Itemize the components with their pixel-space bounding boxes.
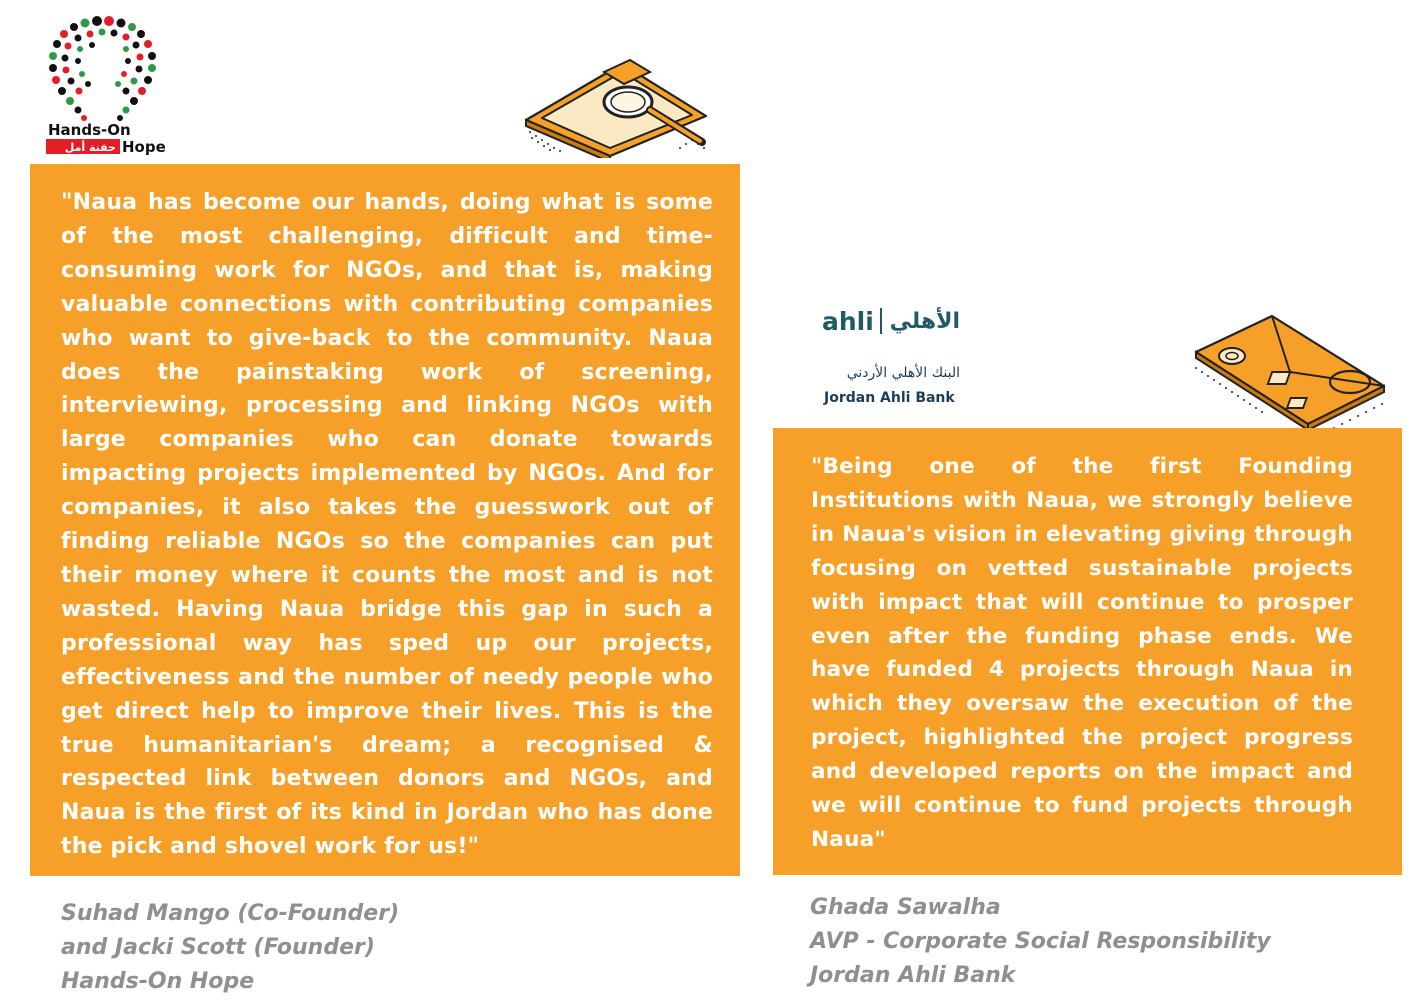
clipboard-magnifier-icon — [520, 58, 715, 158]
testimonial-card-hands-on-hope — [30, 164, 740, 876]
attribution-organization: Hands-On Hope — [61, 969, 255, 994]
attribution-line: and Jacki Scott (Founder) — [61, 935, 375, 960]
envelope-icon — [1190, 312, 1390, 438]
attribution-line: Suhad Mango (Co-Founder) — [61, 901, 400, 926]
testimonial-quote: "Being one of the first Founding Institutions with Naua, we strongly believe in Naua's vision in elevating giving through focusing on vetted sustainable projects with impact that will continue to prosper even after the funding phase ends. We have funded 4 projects through Naua in which they oversaw the execution of the project, highlighted the project progress and developed reports on the impact and we will continue to fund projects through Naua" — [811, 454, 1353, 852]
logo-subtext-latin: Jordan Ahli Bank — [824, 390, 955, 406]
testimonial-quote: "Naua has become our hands, doing what is some of the most challenging, difficult and time-consuming work for NGOs, and that is, making valuable connections with contributing companies who want to give-back to the community. Naua does the painstaking work of screening, interviewing, processing and linking NGOs with large companies who can donate towards impacting projects implemented by NGOs. And for companies, it also takes the guesswork out of finding reliable NGOs so the companies can put their money where it counts the most and is not wasted. Having Naua bridge this gap in such a professional way has sped up our projects, effectiveness and the number of needy people who get direct help to improve their lives. This is the true humanitarian's dream; a recognised & respected link between donors and NGOs, and Naua is the first of its kind in Jordan who has done the pick and shovel work for us!" — [61, 190, 713, 860]
jordan-ahli-bank-logo — [818, 300, 968, 410]
attribution-organization: Jordan Ahli Bank — [810, 963, 1016, 988]
testimonial-attribution — [810, 891, 1271, 993]
logo-text-hope: Hope — [122, 138, 166, 156]
logo-subtext-arabic: البنك الأهلي الأردني — [846, 365, 960, 381]
logo-text-arabic: حفنة أمل — [64, 141, 116, 154]
logo-divider — [880, 308, 882, 334]
logo-text-arabic: الأهلي — [889, 309, 960, 334]
logo-text-hands-on: Hands-On — [48, 121, 131, 139]
testimonial-card-jordan-ahli-bank — [773, 428, 1402, 875]
logo-dot-pattern — [49, 16, 156, 121]
testimonial-attribution — [61, 897, 399, 999]
attribution-title: AVP - Corporate Social Responsibility — [810, 929, 1271, 954]
attribution-name: Ghada Sawalha — [810, 895, 1001, 920]
logo-text-ahli: ahli — [822, 307, 874, 336]
hands-on-hope-logo — [44, 14, 169, 158]
